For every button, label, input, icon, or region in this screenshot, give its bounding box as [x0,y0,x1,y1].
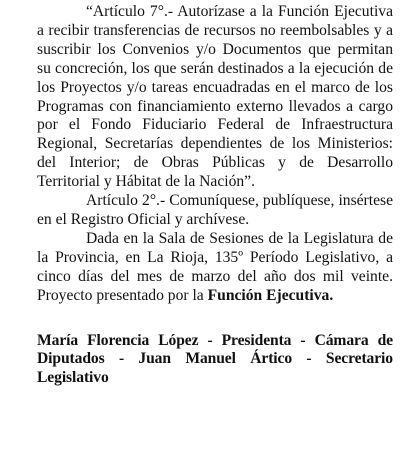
article-7-paragraph: “Artículo 7°.- Autorízase a la Función Ejecutiva a recibir transferencias de recursos no reembolsables y a suscribir los Convenios y/o Documentos que permitan su concreción, los que serán destinados a la ejecución de los Proyectos y/o tareas encuadradas en el marco de los Programas con financiamiento externo llevados a cargo por el Fondo Fiduciario Federal de Infraestructura Regional, Secretarías dependientes de los Ministerios: del Interior; de Obras Públicas y de Desarrollo Territorial y Hábitat de la Nación”. [37,3,393,191]
article-2-paragraph: Artículo 2°.- Comuníquese, publíquese, insértese en el Registro Oficial y archívese. [37,192,393,228]
dada-text: Dada en la Sala de Sesiones de la Legislatura de la Provincia, en La Rioja, 135º Período Legislativo, a cinco días del mes de marzo del año dos mil veinte. Proyecto presentado por la [37,229,393,304]
signatures-block: María Florencia López - Presidenta - Cámara de Diputados - Juan Manuel Ártico - Secretario Legislativo [37,331,393,387]
dada-author: Función Ejecutiva. [207,286,334,304]
dada-paragraph [37,230,393,306]
